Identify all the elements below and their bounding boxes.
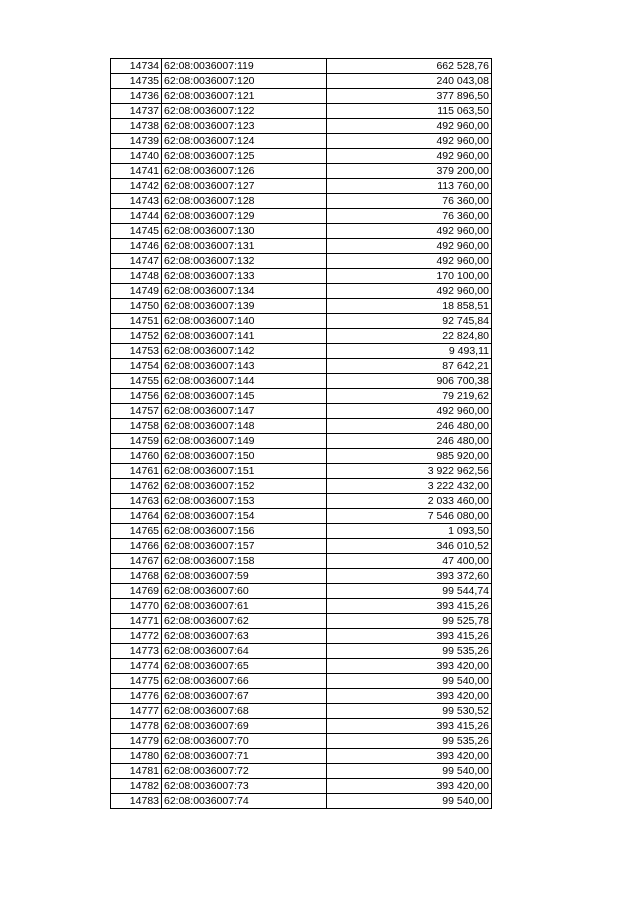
cadastral-value-cell: 492 960,00 <box>327 239 492 254</box>
table-row <box>111 239 492 254</box>
cadastral-value-cell: 3 222 432,00 <box>327 479 492 494</box>
row-number-cell: 14737 <box>111 104 162 119</box>
table-row <box>111 494 492 509</box>
cadastral-number-cell: 62:08:0036007:149 <box>162 434 327 449</box>
cadastral-number-cell: 62:08:0036007:124 <box>162 134 327 149</box>
cadastral-value-cell: 99 540,00 <box>327 794 492 809</box>
row-number-cell: 14743 <box>111 194 162 209</box>
cadastral-number-cell: 62:08:0036007:70 <box>162 734 327 749</box>
cadastral-number-cell: 62:08:0036007:154 <box>162 509 327 524</box>
cadastral-value-cell: 92 745,84 <box>327 314 492 329</box>
cadastral-value-cell: 76 360,00 <box>327 209 492 224</box>
table-row <box>111 359 492 374</box>
cadastral-number-cell: 62:08:0036007:129 <box>162 209 327 224</box>
cadastral-number-cell: 62:08:0036007:71 <box>162 749 327 764</box>
cadastral-value-cell: 492 960,00 <box>327 224 492 239</box>
row-number-cell: 14761 <box>111 464 162 479</box>
cadastral-value-cell: 18 858,51 <box>327 299 492 314</box>
table-row <box>111 449 492 464</box>
cadastral-number-cell: 62:08:0036007:127 <box>162 179 327 194</box>
cadastral-number-cell: 62:08:0036007:63 <box>162 629 327 644</box>
table-row <box>111 179 492 194</box>
row-number-cell: 14764 <box>111 509 162 524</box>
table-row <box>111 569 492 584</box>
cadastral-number-cell: 62:08:0036007:141 <box>162 329 327 344</box>
row-number-cell: 14768 <box>111 569 162 584</box>
row-number-cell: 14746 <box>111 239 162 254</box>
cadastral-value-cell: 393 420,00 <box>327 659 492 674</box>
table-row <box>111 254 492 269</box>
row-number-cell: 14744 <box>111 209 162 224</box>
table-row <box>111 299 492 314</box>
cadastral-value-cell: 115 063,50 <box>327 104 492 119</box>
cadastral-value-cell: 393 415,26 <box>327 599 492 614</box>
cadastral-number-cell: 62:08:0036007:122 <box>162 104 327 119</box>
row-number-cell: 14771 <box>111 614 162 629</box>
cadastral-value-cell: 492 960,00 <box>327 284 492 299</box>
table-row <box>111 599 492 614</box>
row-number-cell: 14742 <box>111 179 162 194</box>
cadastral-value-cell: 87 642,21 <box>327 359 492 374</box>
row-number-cell: 14759 <box>111 434 162 449</box>
cadastral-value-cell: 99 535,26 <box>327 734 492 749</box>
cadastral-number-cell: 62:08:0036007:153 <box>162 494 327 509</box>
cadastral-number-cell: 62:08:0036007:147 <box>162 404 327 419</box>
cadastral-value-cell: 7 546 080,00 <box>327 509 492 524</box>
cadastral-number-cell: 62:08:0036007:120 <box>162 74 327 89</box>
table-row <box>111 104 492 119</box>
table-row <box>111 629 492 644</box>
cadastral-number-cell: 62:08:0036007:157 <box>162 539 327 554</box>
cadastral-number-cell: 62:08:0036007:64 <box>162 644 327 659</box>
row-number-cell: 14770 <box>111 599 162 614</box>
cadastral-number-cell: 62:08:0036007:132 <box>162 254 327 269</box>
table-row <box>111 149 492 164</box>
cadastral-number-cell: 62:08:0036007:61 <box>162 599 327 614</box>
cadastral-value-cell: 99 530,52 <box>327 704 492 719</box>
cadastral-value-cell: 2 033 460,00 <box>327 494 492 509</box>
cadastral-value-cell: 492 960,00 <box>327 119 492 134</box>
row-number-cell: 14738 <box>111 119 162 134</box>
cadastral-number-cell: 62:08:0036007:150 <box>162 449 327 464</box>
table-row <box>111 584 492 599</box>
cadastral-value-cell: 47 400,00 <box>327 554 492 569</box>
cadastral-value-cell: 662 528,76 <box>327 59 492 74</box>
row-number-cell: 14752 <box>111 329 162 344</box>
row-number-cell: 14736 <box>111 89 162 104</box>
table-row <box>111 374 492 389</box>
cadastral-value-cell: 393 420,00 <box>327 689 492 704</box>
cadastral-number-cell: 62:08:0036007:66 <box>162 674 327 689</box>
cadastral-number-cell: 62:08:0036007:67 <box>162 689 327 704</box>
cadastral-value-cell: 377 896,50 <box>327 89 492 104</box>
row-number-cell: 14740 <box>111 149 162 164</box>
row-number-cell: 14773 <box>111 644 162 659</box>
cadastral-number-cell: 62:08:0036007:128 <box>162 194 327 209</box>
table-body <box>111 59 492 809</box>
cadastral-value-cell: 113 760,00 <box>327 179 492 194</box>
row-number-cell: 14753 <box>111 344 162 359</box>
cadastral-number-cell: 62:08:0036007:130 <box>162 224 327 239</box>
table-row <box>111 269 492 284</box>
table-row <box>111 689 492 704</box>
table-row <box>111 119 492 134</box>
cadastral-value-cell: 22 824,80 <box>327 329 492 344</box>
cadastral-value-cell: 393 372,60 <box>327 569 492 584</box>
cadastral-value-cell: 99 535,26 <box>327 644 492 659</box>
row-number-cell: 14741 <box>111 164 162 179</box>
row-number-cell: 14772 <box>111 629 162 644</box>
row-number-cell: 14751 <box>111 314 162 329</box>
cadastral-number-cell: 62:08:0036007:72 <box>162 764 327 779</box>
cadastral-value-cell: 99 540,00 <box>327 764 492 779</box>
table-row <box>111 329 492 344</box>
cadastral-number-cell: 62:08:0036007:158 <box>162 554 327 569</box>
cadastral-value-cell: 393 415,26 <box>327 719 492 734</box>
table-row <box>111 284 492 299</box>
row-number-cell: 14758 <box>111 419 162 434</box>
table-row <box>111 389 492 404</box>
row-number-cell: 14766 <box>111 539 162 554</box>
row-number-cell: 14760 <box>111 449 162 464</box>
table-row <box>111 749 492 764</box>
row-number-cell: 14734 <box>111 59 162 74</box>
cadastral-number-cell: 62:08:0036007:139 <box>162 299 327 314</box>
table-row <box>111 614 492 629</box>
table-row <box>111 74 492 89</box>
cadastral-number-cell: 62:08:0036007:133 <box>162 269 327 284</box>
table-row <box>111 764 492 779</box>
cadastral-value-cell: 99 540,00 <box>327 674 492 689</box>
cadastral-value-cell: 79 219,62 <box>327 389 492 404</box>
table-row <box>111 644 492 659</box>
row-number-cell: 14750 <box>111 299 162 314</box>
row-number-cell: 14782 <box>111 779 162 794</box>
cadastral-value-cell: 76 360,00 <box>327 194 492 209</box>
cadastral-value-cell: 3 922 962,56 <box>327 464 492 479</box>
cadastral-value-cell: 379 200,00 <box>327 164 492 179</box>
cadastral-number-cell: 62:08:0036007:121 <box>162 89 327 104</box>
cadastral-number-cell: 62:08:0036007:152 <box>162 479 327 494</box>
cadastral-number-cell: 62:08:0036007:131 <box>162 239 327 254</box>
row-number-cell: 14774 <box>111 659 162 674</box>
row-number-cell: 14745 <box>111 224 162 239</box>
table-row <box>111 659 492 674</box>
table-row <box>111 674 492 689</box>
row-number-cell: 14781 <box>111 764 162 779</box>
table-row <box>111 209 492 224</box>
cadastral-value-cell: 9 493,11 <box>327 344 492 359</box>
cadastral-number-cell: 62:08:0036007:74 <box>162 794 327 809</box>
cadastral-number-cell: 62:08:0036007:62 <box>162 614 327 629</box>
row-number-cell: 14779 <box>111 734 162 749</box>
row-number-cell: 14775 <box>111 674 162 689</box>
cadastral-value-cell: 346 010,52 <box>327 539 492 554</box>
cadastral-number-cell: 62:08:0036007:134 <box>162 284 327 299</box>
cadastral-number-cell: 62:08:0036007:119 <box>162 59 327 74</box>
cadastral-number-cell: 62:08:0036007:142 <box>162 344 327 359</box>
cadastral-number-cell: 62:08:0036007:73 <box>162 779 327 794</box>
cadastral-number-cell: 62:08:0036007:156 <box>162 524 327 539</box>
row-number-cell: 14780 <box>111 749 162 764</box>
row-number-cell: 14776 <box>111 689 162 704</box>
cadastral-number-cell: 62:08:0036007:69 <box>162 719 327 734</box>
row-number-cell: 14756 <box>111 389 162 404</box>
table-row <box>111 554 492 569</box>
table-row <box>111 59 492 74</box>
row-number-cell: 14765 <box>111 524 162 539</box>
table-row <box>111 344 492 359</box>
table-row <box>111 134 492 149</box>
cadastral-value-table <box>110 58 492 809</box>
cadastral-value-cell: 393 420,00 <box>327 749 492 764</box>
cadastral-value-cell: 170 100,00 <box>327 269 492 284</box>
cadastral-value-cell: 393 420,00 <box>327 779 492 794</box>
row-number-cell: 14735 <box>111 74 162 89</box>
row-number-cell: 14778 <box>111 719 162 734</box>
cadastral-value-cell: 246 480,00 <box>327 434 492 449</box>
cadastral-value-cell: 492 960,00 <box>327 254 492 269</box>
row-number-cell: 14739 <box>111 134 162 149</box>
table-row <box>111 509 492 524</box>
table-row <box>111 89 492 104</box>
table-row <box>111 719 492 734</box>
table-row <box>111 464 492 479</box>
row-number-cell: 14754 <box>111 359 162 374</box>
row-number-cell: 14783 <box>111 794 162 809</box>
table-row <box>111 734 492 749</box>
cadastral-number-cell: 62:08:0036007:151 <box>162 464 327 479</box>
table-row <box>111 479 492 494</box>
cadastral-value-cell: 492 960,00 <box>327 149 492 164</box>
cadastral-value-cell: 906 700,38 <box>327 374 492 389</box>
table-row <box>111 224 492 239</box>
cadastral-value-cell: 492 960,00 <box>327 134 492 149</box>
table-row <box>111 404 492 419</box>
table-row <box>111 539 492 554</box>
cadastral-value-cell: 99 525,78 <box>327 614 492 629</box>
row-number-cell: 14747 <box>111 254 162 269</box>
cadastral-number-cell: 62:08:0036007:68 <box>162 704 327 719</box>
cadastral-number-cell: 62:08:0036007:125 <box>162 149 327 164</box>
cadastral-number-cell: 62:08:0036007:140 <box>162 314 327 329</box>
row-number-cell: 14762 <box>111 479 162 494</box>
row-number-cell: 14749 <box>111 284 162 299</box>
cadastral-number-cell: 62:08:0036007:59 <box>162 569 327 584</box>
cadastral-value-cell: 246 480,00 <box>327 419 492 434</box>
table-row <box>111 794 492 809</box>
row-number-cell: 14748 <box>111 269 162 284</box>
cadastral-value-cell: 1 093,50 <box>327 524 492 539</box>
row-number-cell: 14769 <box>111 584 162 599</box>
cadastral-number-cell: 62:08:0036007:60 <box>162 584 327 599</box>
table-row <box>111 164 492 179</box>
table-row <box>111 314 492 329</box>
cadastral-value-cell: 99 544,74 <box>327 584 492 599</box>
row-number-cell: 14767 <box>111 554 162 569</box>
row-number-cell: 14777 <box>111 704 162 719</box>
table-row <box>111 779 492 794</box>
cadastral-number-cell: 62:08:0036007:126 <box>162 164 327 179</box>
table-row <box>111 434 492 449</box>
cadastral-value-cell: 492 960,00 <box>327 404 492 419</box>
row-number-cell: 14755 <box>111 374 162 389</box>
cadastral-number-cell: 62:08:0036007:148 <box>162 419 327 434</box>
cadastral-number-cell: 62:08:0036007:145 <box>162 389 327 404</box>
cadastral-number-cell: 62:08:0036007:65 <box>162 659 327 674</box>
row-number-cell: 14757 <box>111 404 162 419</box>
table-row <box>111 419 492 434</box>
cadastral-value-cell: 985 920,00 <box>327 449 492 464</box>
cadastral-value-cell: 393 415,26 <box>327 629 492 644</box>
cadastral-number-cell: 62:08:0036007:143 <box>162 359 327 374</box>
cadastral-number-cell: 62:08:0036007:144 <box>162 374 327 389</box>
cadastral-value-cell: 240 043,08 <box>327 74 492 89</box>
cadastral-number-cell: 62:08:0036007:123 <box>162 119 327 134</box>
table-row <box>111 524 492 539</box>
table-row <box>111 704 492 719</box>
row-number-cell: 14763 <box>111 494 162 509</box>
table-row <box>111 194 492 209</box>
